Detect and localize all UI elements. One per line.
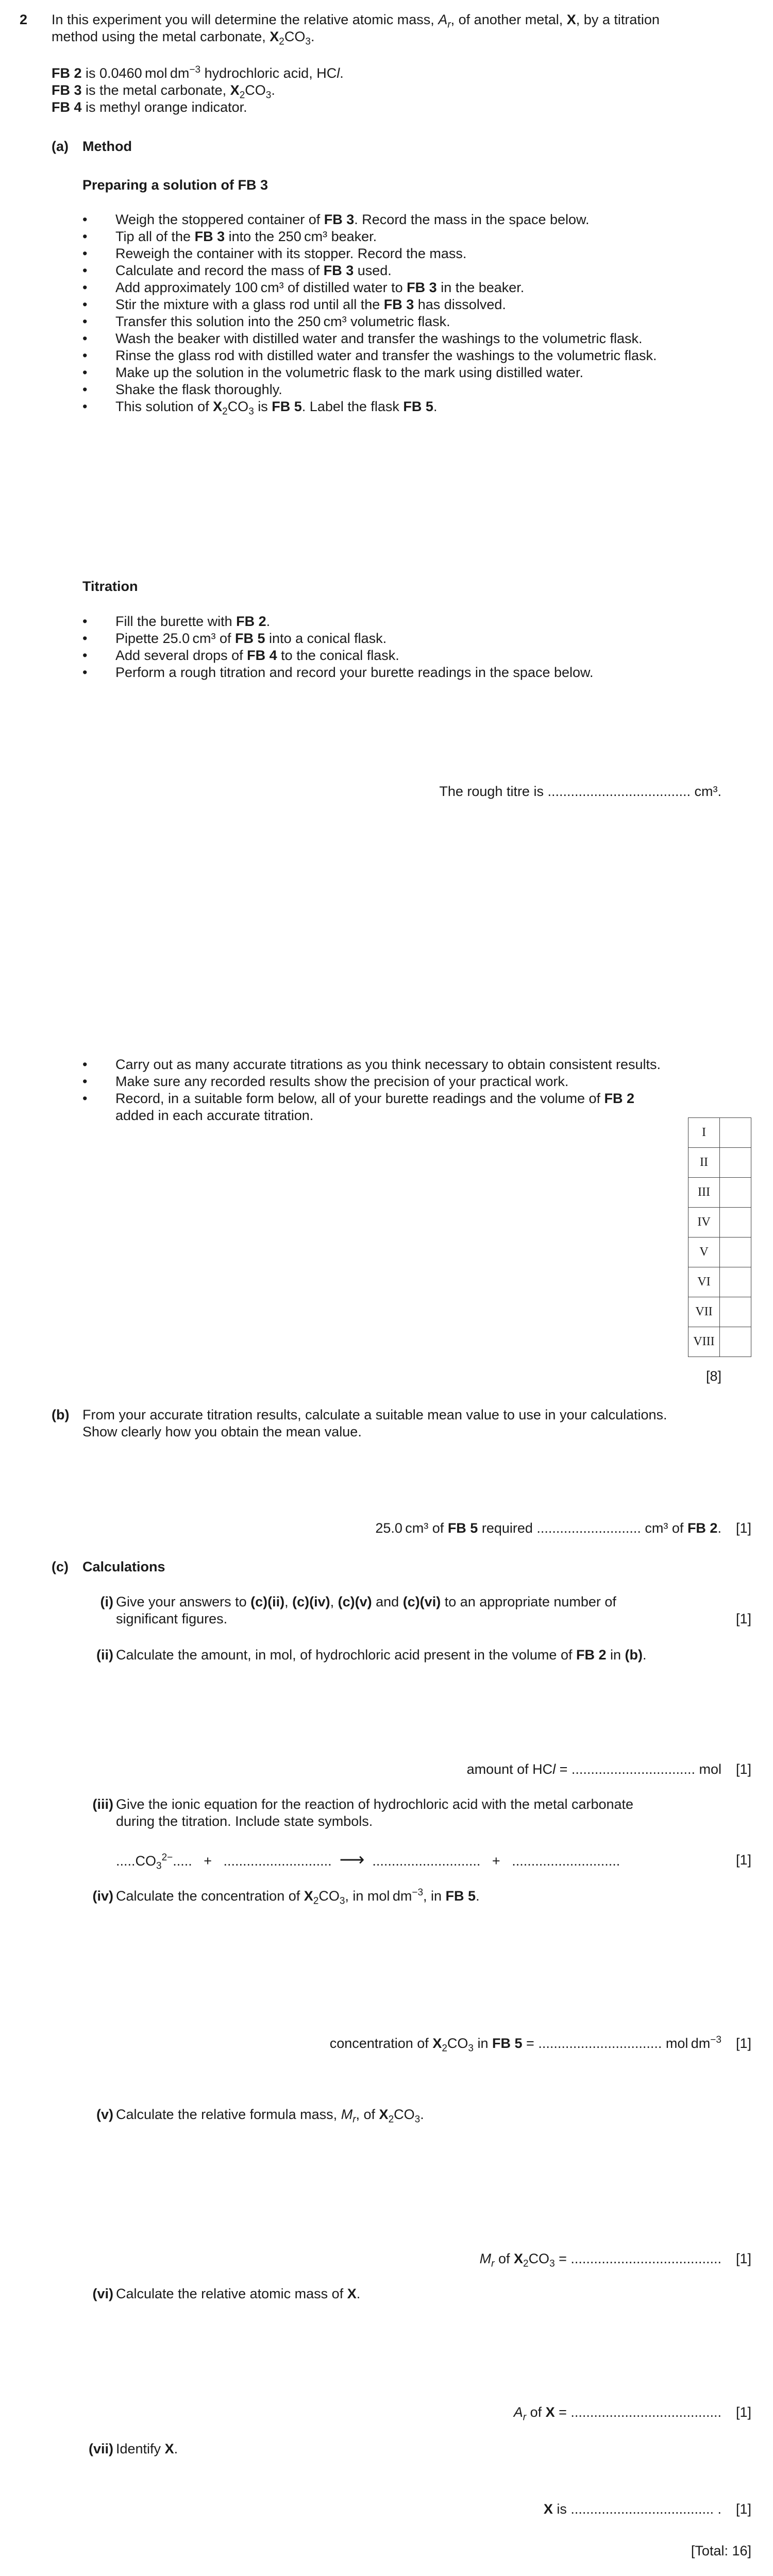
part-c-vi-text: Calculate the relative atomic mass of X. <box>116 2286 361 2301</box>
table-row <box>688 1148 751 1178</box>
part-c-vii-answer-line[interactable]: X is ..................................... . [1] <box>543 2501 751 2517</box>
list-item: • Weigh the stoppered container of FB 3. Record the mass in the space below. <box>82 211 752 228</box>
list-item: • Make up the solution in the volumetric flask to the mark using distilled water. <box>82 364 752 381</box>
table-row <box>688 1238 751 1267</box>
part-c-label: (c) <box>52 1559 69 1574</box>
list-item: • Shake the flask thoroughly. <box>82 381 752 398</box>
mark-cell[interactable] <box>720 1148 751 1178</box>
part-c-v-text: Calculate the relative formula mass, $M_r$, of $X_2CO_3$. <box>116 2107 424 2125</box>
accurate-titration-steps <box>82 1056 752 1124</box>
part-c-ii-text: Calculate the amount, in mol, of hydrochloric acid present in the volume of FB 2 in (b). <box>116 1647 647 1663</box>
part-a-title: Method <box>82 139 132 154</box>
list-item: • Fill the burette with FB 2. <box>82 613 752 630</box>
part-c-ii-label: (ii) <box>96 1647 113 1663</box>
mark-cell[interactable] <box>720 1327 751 1357</box>
list-item: • This solution of $X_2CO_3$ is FB 5. Label the flask FB 5. <box>82 398 752 415</box>
mark-cell[interactable] <box>720 1267 751 1297</box>
table-row <box>688 1267 751 1297</box>
part-c-iv-answer-line[interactable]: concentration of $X_2CO_3$ in FB 5 = ................................ mol $dm^{-3}$ [1] <box>329 2035 751 2054</box>
reagent-list: FB 2 is 0.0460 mol $dm^{-3}$ hydrochloric acid, HCl. FB 3 is the metal carbonate, $X_2CO_3$. FB 4 is methyl orange indicator. <box>52 64 344 115</box>
mark-cell[interactable] <box>720 1118 751 1148</box>
part-b-answer-line[interactable]: 25.0 cm³ of FB 5 required ........................... cm³ of FB 2. [1] <box>375 1520 751 1536</box>
results-tick-table <box>688 1117 751 1357</box>
part-c-i-text: Give your answers to (c)(ii), (c)(iv), (c)(v) and (c)(vi) to an appropriate number of significant figures. <box>116 1594 616 1626</box>
part-c-i-label: (i) <box>100 1594 113 1609</box>
preparing-solution-heading: Preparing a solution of FB 3 <box>82 177 268 193</box>
part-c-vi-label: (vi) <box>92 2286 113 2301</box>
list-item: • Add approximately 100 cm³ of distilled water to FB 3 in the beaker. <box>82 279 752 296</box>
part-c-i-marks: [1] <box>735 1611 751 1626</box>
part-c-ii-answer-line[interactable]: amount of HCl = ................................ mol [1] <box>466 1761 751 1777</box>
list-item: • Carry out as many accurate titrations as you think necessary to obtain consistent results. <box>82 1056 752 1073</box>
table-row <box>688 1178 751 1208</box>
list-item: • Pipette 25.0 cm³ of FB 5 into a conical flask. <box>82 630 752 647</box>
question-intro: In this experiment you will determine the relative atomic mass, $A_r$, of another metal, X, by a titration method using the metal carbonate, $X_2CO_3$. <box>52 12 660 47</box>
list-item: • Add several drops of FB 4 to the conical flask. <box>82 647 752 664</box>
part-c-vi-answer-line[interactable]: $A_r$ of X = ....................................... [1] <box>513 2404 751 2423</box>
list-item: • Reweigh the container with its stopper. Record the mass. <box>82 245 752 262</box>
part-c-iii-marks: [1] <box>735 1852 751 1868</box>
part-c-iv-label: (iv) <box>92 1888 113 1904</box>
part-b-question: From your accurate titration results, calculate a suitable mean value to use in your calculations. Show clearly how you obtain the mean value. <box>82 1407 667 1439</box>
titration-steps <box>82 613 752 681</box>
part-b-label: (b) <box>52 1407 70 1422</box>
mark-cell[interactable] <box>720 1297 751 1327</box>
table-row <box>688 1327 751 1357</box>
list-item: • Calculate and record the mass of FB 3 used. <box>82 262 752 279</box>
part-c-vii-text: Identify X. <box>116 2441 178 2456</box>
row-label: VII <box>688 1297 720 1327</box>
part-c-v-label: (v) <box>96 2107 113 2122</box>
rough-titre-answer-line[interactable]: The rough titre is ..................................... cm³. <box>439 784 721 799</box>
table-row <box>688 1297 751 1327</box>
list-item: • Perform a rough titration and record your burette readings in the space below. <box>82 664 752 681</box>
table-row <box>688 1208 751 1238</box>
row-label: IV <box>688 1208 720 1238</box>
row-label: I <box>688 1118 720 1148</box>
row-label: III <box>688 1178 720 1208</box>
row-label: II <box>688 1148 720 1178</box>
mark-cell[interactable] <box>720 1178 751 1208</box>
list-item: • Tip all of the FB 3 into the 250 cm³ beaker. <box>82 228 752 245</box>
part-c-iii-label: (iii) <box>92 1797 113 1812</box>
titration-heading: Titration <box>82 579 138 594</box>
part-c-title: Calculations <box>82 1559 165 1574</box>
list-item: • Rinse the glass rod with distilled water and transfer the washings to the volumetric flask. <box>82 347 752 364</box>
list-item: • Stir the mixture with a glass rod until all the FB 3 has dissolved. <box>82 296 752 313</box>
part-c-iv-text: Calculate the concentration of $X_2CO_3$, in mol $dm^{-3}$, in FB 5. <box>116 1887 480 1907</box>
list-item: • Wash the beaker with distilled water and transfer the washings to the volumetric flask. <box>82 330 752 347</box>
preparation-steps <box>82 211 752 415</box>
row-label: VI <box>688 1267 720 1297</box>
table-row <box>688 1118 751 1148</box>
total-marks: [Total: 16] <box>691 2543 751 2558</box>
part-c-iii-text: Give the ionic equation for the reaction of hydrochloric acid with the metal carbonate during the titration. Include state symbols. <box>116 1797 634 1829</box>
part-a-label: (a) <box>52 139 69 154</box>
ionic-equation-answer-line[interactable]: $.....CO_3^{2-}$..... + ............................ ⟶ ............................ + ............................ <box>116 1850 620 1872</box>
row-label: V <box>688 1238 720 1267</box>
part-a-marks: [8] <box>705 1368 721 1384</box>
mark-cell[interactable] <box>720 1238 751 1267</box>
row-label: VIII <box>688 1327 720 1357</box>
list-item: • Transfer this solution into the 250 cm³ volumetric flask. <box>82 313 752 330</box>
list-item: • Make sure any recorded results show the precision of your practical work. <box>82 1073 752 1090</box>
part-c-v-answer-line[interactable]: $M_r$ of $X_2CO_3$ = ....................................... [1] <box>479 2251 751 2269</box>
list-item: • Record, in a suitable form below, all of your burette readings and the volume of FB 2 added in each accurate titration. <box>82 1090 752 1124</box>
mark-cell[interactable] <box>720 1208 751 1238</box>
part-c-vii-label: (vii) <box>88 2441 113 2456</box>
question-number: 2 <box>20 12 28 27</box>
